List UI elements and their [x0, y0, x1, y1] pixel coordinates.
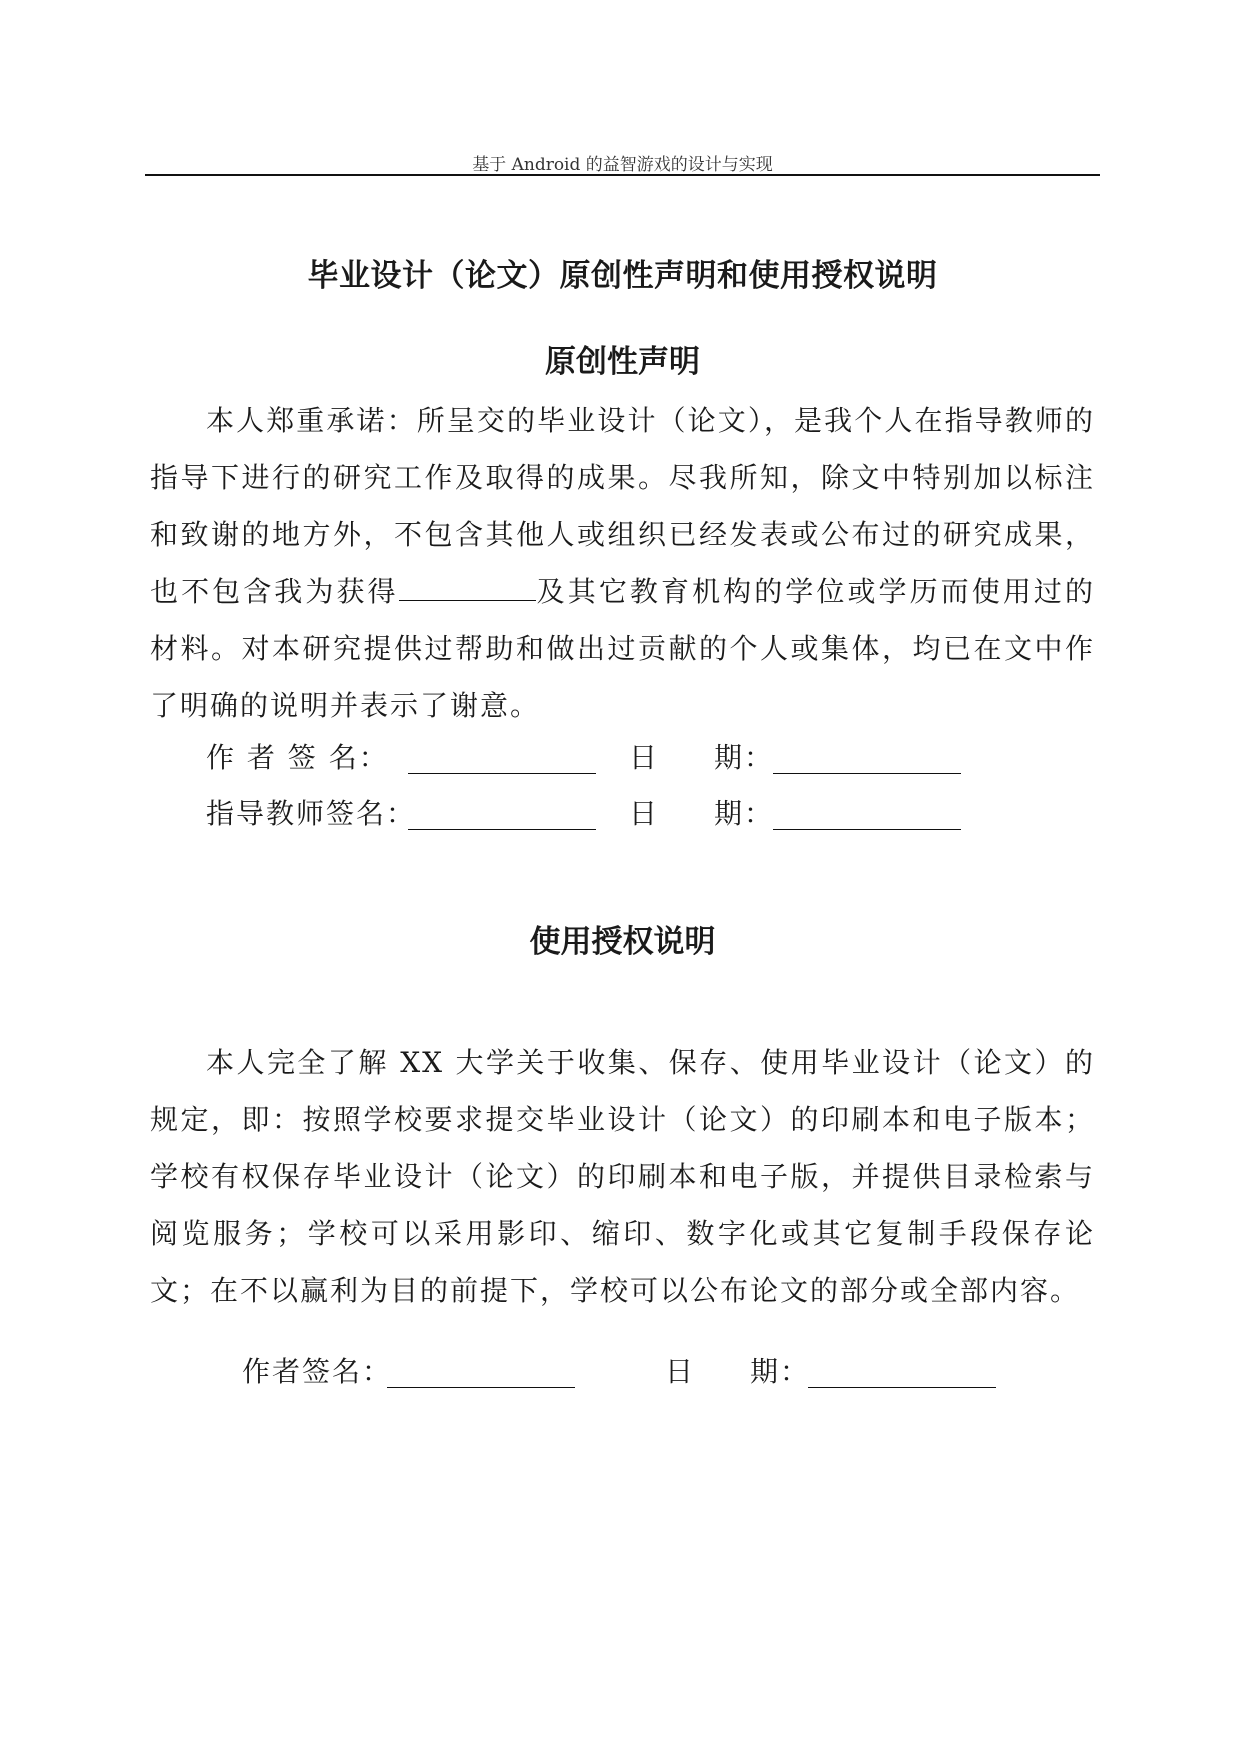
- advisor-date-line[interactable]: [773, 829, 961, 830]
- advisor-signature-label: 指导教师签名：: [206, 797, 417, 830]
- author-signature-label: 作 者 签 名：: [206, 741, 389, 774]
- advisor-signature-line[interactable]: [408, 829, 596, 830]
- header-rule: [145, 174, 1100, 176]
- institution-blank[interactable]: [399, 574, 536, 601]
- authorization-heading: 使用授权说明: [529, 924, 716, 960]
- originality-text-before: 本人郑重承诺：所呈交的毕业设计（论文），是我个人在指导教师的指导下进行的研究工作及取得的成果。尽我所知，除文中特别加以标注和致谢的地方外，不包含其他人或组织已经发表或公布过的研究成果，也不包含我为获得: [150, 404, 1095, 608]
- auth-author-signature-line[interactable]: [387, 1387, 575, 1388]
- document-title: 毕业设计（论文）原创性声明和使用授权说明: [307, 258, 938, 294]
- date-label-char-2: 期：: [714, 741, 775, 774]
- originality-text-after: 及其它教育机构的学位或学历而使用过的材料。对本研究提供过帮助和做出过贡献的个人或集体，均已在文中作了明确的说明并表示了谢意。: [150, 575, 1095, 722]
- authorization-statement: 本人完全了解 XX 大学关于收集、保存、使用毕业设计（论文）的规定，即：按照学校要求提交毕业设计（论文）的印刷本和电子版本；学校有权保存毕业设计（论文）的印刷本和电子版，并提供目录检索与阅览服务；学校可以采用影印、缩印、数字化或其它复制手段保存论文；在不以赢利为目的前提下，学校可以公布论文的部分或全部内容。: [150, 1046, 1095, 1307]
- author-signature-line[interactable]: [408, 773, 596, 774]
- running-header: 基于 Android 的益智游戏的设计与实现: [472, 155, 773, 175]
- originality-heading: 原创性声明: [545, 344, 700, 380]
- auth-date-line[interactable]: [808, 1387, 996, 1388]
- auth-author-signature-label: 作者签名：: [242, 1355, 393, 1388]
- auth-date-label-char-2: 期：: [750, 1355, 811, 1388]
- author-date-line[interactable]: [773, 773, 961, 774]
- originality-statement: [150, 392, 1095, 734]
- advisor-date-label-char-2: 期：: [714, 797, 775, 830]
- advisor-date-label-char-1: 日: [629, 797, 660, 830]
- auth-date-label-char-1: 日: [665, 1355, 696, 1388]
- date-label-char-1: 日: [629, 741, 660, 774]
